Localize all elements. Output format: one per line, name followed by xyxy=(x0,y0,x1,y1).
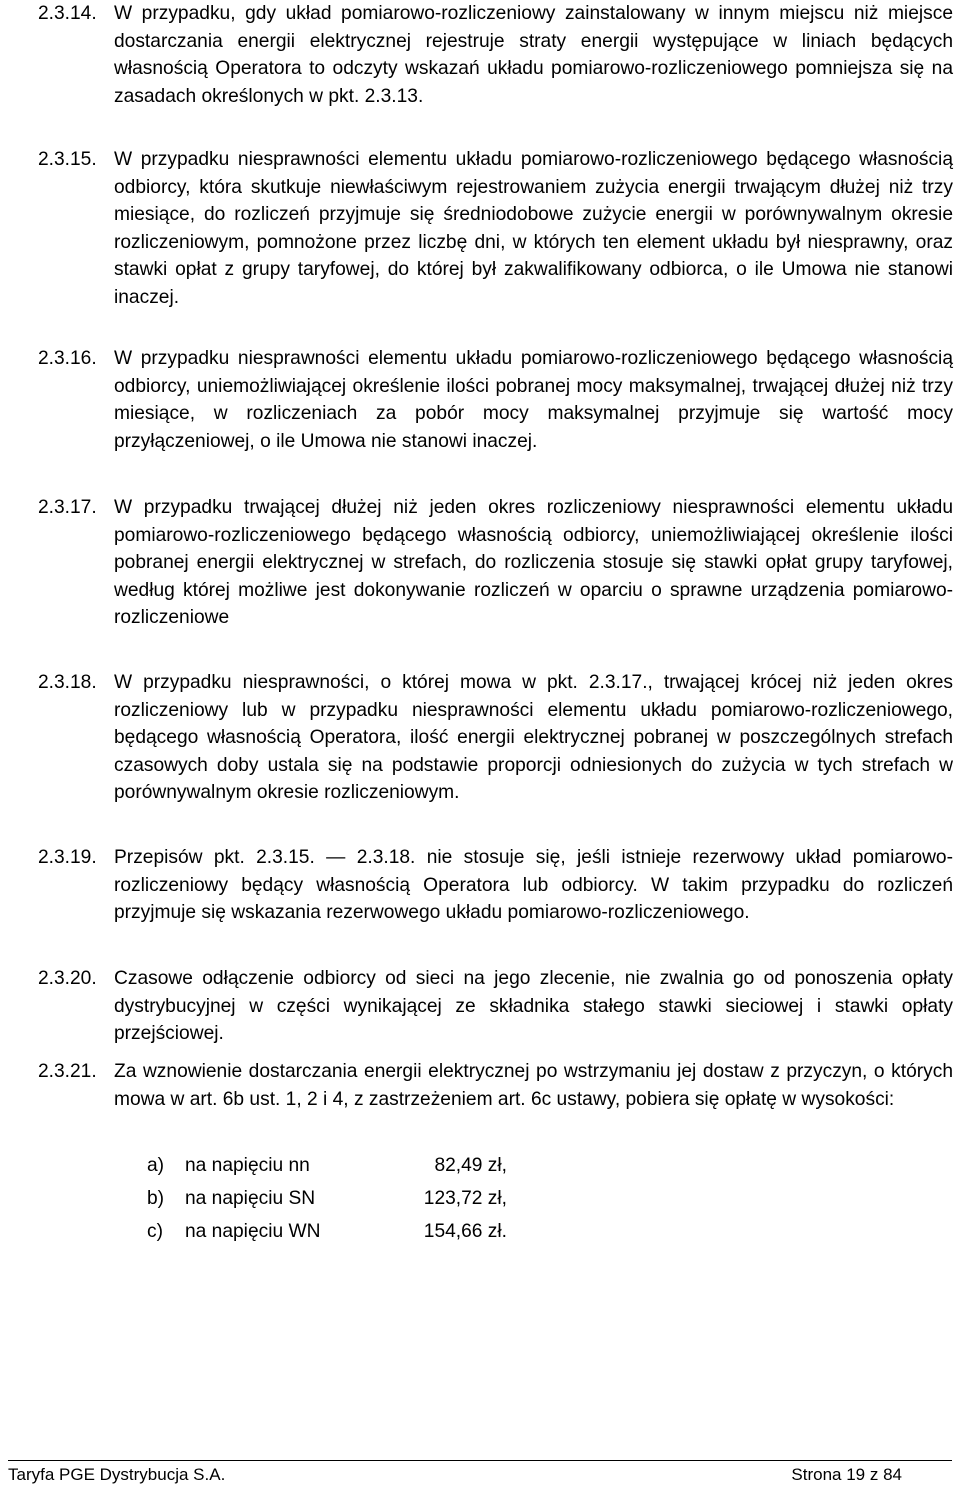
fee-list-item xyxy=(147,1149,527,1182)
footer-document-title: Taryfa PGE Dystrybucja S.A. xyxy=(8,1465,226,1484)
paragraph-2-3-20 xyxy=(38,965,953,1048)
paragraph-text: W przypadku niesprawności elementu układu pomiarowo-rozliczeniowego będącego własnością odbiorcy, która skutkuje niewłaściwym rejestrowaniem zużycia energii trwającym dłużej niż trzy miesiące, do rozliczeń przyjmuje się średniodobowe zużycie energii w porównywalnym okresie rozliczeniowym, pomnożone przez liczbę dni, w których ten element układu był niesprawny, oraz stawki opłat z grupy taryfowej, do której był zakwalifikowany odbiorca, o ile Umowa nie stanowi inaczej. xyxy=(114,149,953,308)
paragraph-text: Przepisów pkt. 2.3.15. — 2.3.18. nie stosuje się, jeśli istnieje rezerwowy układ pomiarowo-rozliczeniowy będący własnością Operatora lub odbiorcy. W takim przypadku do rozliczeń przyjmuje się wskazania rezerwowego układu pomiarowo-rozliczeniowego. xyxy=(114,847,953,923)
paragraph-text: Czasowe odłączenie odbiorcy od sieci na jego zlecenie, nie zwalnia go od ponoszenia opłaty dystrybucyjnej w części wynikającej ze składnika stałego stawki sieciowej i stawki opłaty przejściowej. xyxy=(114,968,953,1044)
fee-amount: 123,72 zł, xyxy=(423,1188,507,1209)
paragraph-number: 2.3.19. xyxy=(38,847,97,868)
paragraph-2-3-16 xyxy=(38,345,953,455)
paragraph-number: 2.3.18. xyxy=(38,672,97,693)
paragraph-number: 2.3.14. xyxy=(38,3,97,24)
fee-label: na napięciu WN xyxy=(185,1221,321,1242)
paragraph-number: 2.3.16. xyxy=(38,348,97,369)
paragraph-text: W przypadku, gdy układ pomiarowo-rozliczeniowy zainstalowany w innym miejscu niż miejsce dostarczania energii elektrycznej rejestruje straty energii występujące w liniach będących własnością Operatora to odczyty wskazań układu pomiarowo-rozliczeniowego pomniejsza się na zasadach określonych w pkt. 2.3.13. xyxy=(114,3,953,107)
paragraph-2-3-18 xyxy=(38,669,953,807)
fee-amount: 154,66 zł. xyxy=(423,1221,507,1242)
paragraph-text: Za wznowienie dostarczania energii elektrycznej po wstrzymaniu jej dostaw z przyczyn, o których mowa w art. 6b ust. 1, 2 i 4, z zastrzeżeniem art. 6c ustawy, pobiera się opłatę w wysokości: xyxy=(114,1061,953,1110)
paragraph-text: W przypadku niesprawności elementu układu pomiarowo-rozliczeniowego będącego własnością odbiorcy, uniemożliwiającej określenie ilości pobranej mocy maksymalnej, trwającej dłużej niż trzy miesiące, w rozliczeniach za pobór mocy maksymalnej przyjmuje się wartość mocy przyłączeniowej, o ile Umowa nie stanowi inaczej. xyxy=(114,348,953,452)
fee-amount: 82,49 zł, xyxy=(434,1155,507,1176)
paragraph-2-3-21 xyxy=(38,1058,953,1113)
paragraph-number: 2.3.20. xyxy=(38,968,97,989)
paragraph-2-3-19 xyxy=(38,844,953,927)
footer-page-number: Strona 19 z 84 xyxy=(791,1465,902,1484)
list-letter: c) xyxy=(147,1221,163,1242)
paragraph-text: W przypadku niesprawności, o której mowa w pkt. 2.3.17., trwającej krócej niż jeden okres rozliczeniowy lub w przypadku niesprawności elementu układu pomiarowo-rozliczeniowego, będącego własnością Operatora, ilość energii elektrycznej pobranej w poszczególnych strefach czasowych doby ustala się na podstawie proporcji odniesionych do zużycia w tych strefach w porównywalnym okresie rozliczeniowym. xyxy=(114,672,953,803)
paragraph-number: 2.3.17. xyxy=(38,497,97,518)
fee-label: na napięciu nn xyxy=(185,1155,310,1176)
paragraph-2-3-14 xyxy=(38,0,953,110)
paragraph-number: 2.3.21. xyxy=(38,1061,97,1082)
fee-label: na napięciu SN xyxy=(185,1188,316,1209)
list-letter: a) xyxy=(147,1155,165,1176)
footer-divider xyxy=(8,1460,952,1461)
paragraph-text: W przypadku trwającej dłużej niż jeden okres rozliczeniowy niesprawności elementu układu pomiarowo-rozliczeniowego będącego własnością odbiorcy, uniemożliwiającej określenie ilości pobranej energii elektrycznej w strefach, do rozliczenia stosuje się stawki opłat grupy taryfowej, według której możliwe jest dokonywanie rozliczeń w oparciu o sprawne urządzenia pomiarowo-rozliczeniowe xyxy=(114,497,953,628)
paragraph-number: 2.3.15. xyxy=(38,149,97,170)
list-letter: b) xyxy=(147,1188,165,1209)
fee-list-item xyxy=(147,1215,527,1248)
fee-list xyxy=(147,1149,527,1248)
fee-list-item xyxy=(147,1182,527,1215)
paragraph-2-3-17 xyxy=(38,494,953,632)
paragraph-2-3-15 xyxy=(38,146,953,311)
